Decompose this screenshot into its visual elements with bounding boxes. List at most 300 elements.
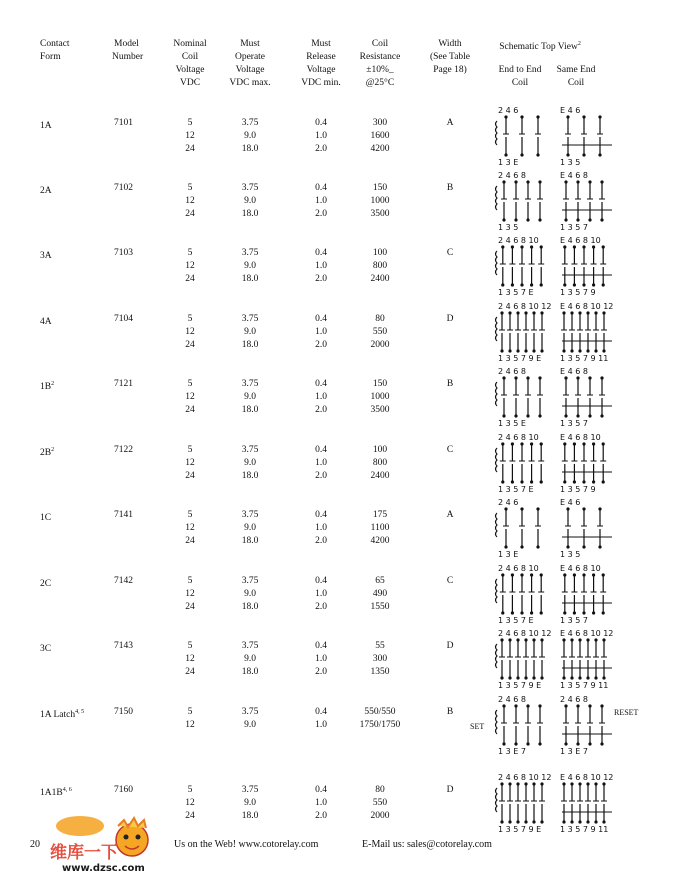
relay-schematic-diagram — [556, 432, 618, 494]
schematic-pin-dot — [500, 638, 503, 641]
coil-resistance-value: 1100 — [370, 523, 390, 533]
schematic-pin-dot — [582, 245, 585, 248]
nominal-voltage-value: 12 — [185, 589, 195, 599]
contact-form — [40, 182, 52, 198]
header-line: Same End — [556, 65, 596, 75]
contact-form-label: 3C — [40, 644, 52, 655]
release-voltage-value: 2.0 — [315, 144, 327, 154]
schematic-same-end — [556, 432, 618, 494]
schematic-pin-dot — [562, 638, 565, 641]
schematic-pin-dot — [508, 311, 511, 314]
nominal-voltage-value: 24 — [185, 209, 195, 219]
model-number: 7103 — [114, 248, 133, 258]
operate-voltage-value: 3.75 — [241, 248, 259, 258]
schematic-pin-dot — [502, 704, 505, 707]
relay-schematic-diagram — [556, 497, 618, 559]
nominal-voltage-value: 12 — [185, 523, 195, 533]
schematic-pin-dot — [563, 573, 566, 576]
header-line: Must — [240, 39, 260, 49]
operate-voltage-value: 3.75 — [241, 379, 259, 389]
schematic-pin-dot — [540, 480, 543, 483]
operate-voltage-value: 9.0 — [244, 589, 256, 599]
schematic-pin-dot — [563, 442, 566, 445]
schematic-bottom-pins: 1 3 E 7 — [498, 747, 526, 756]
schematic-same-end — [556, 772, 618, 834]
schematic-pin-dot — [573, 480, 576, 483]
header-line: Coil — [567, 78, 585, 88]
release-voltage-value: 2.0 — [315, 536, 327, 546]
nominal-voltage-value: 12 — [185, 261, 195, 271]
release-voltage-value: 1.0 — [315, 196, 327, 206]
operate-voltage — [232, 509, 268, 548]
operate-voltage-value: 3.75 — [241, 183, 259, 193]
schematic-pin-dot — [573, 573, 576, 576]
schematic-pin-dot — [532, 349, 535, 352]
release-voltage-value: 0.4 — [315, 118, 327, 128]
schematic-pin-dot — [578, 676, 581, 679]
contact-form-footnote: 4, 5 — [75, 709, 85, 715]
schematic-pin-dot — [508, 782, 511, 785]
header-line: Resistance — [359, 52, 401, 62]
release-voltage-value: 1.0 — [315, 261, 327, 271]
schematic-pin-dot — [582, 573, 585, 576]
width-code: B — [446, 707, 454, 717]
schematic-end-to-end — [494, 235, 556, 297]
coil-resistance-value: 1350 — [370, 667, 390, 677]
schematic-coil — [496, 513, 498, 537]
schematic-pin-dot — [602, 611, 605, 614]
header-sup: 2 — [577, 41, 581, 47]
width-code: D — [446, 641, 454, 651]
schematic-bottom-pins: 1 3 5 7 9 — [560, 485, 596, 494]
nominal-voltage — [175, 509, 205, 548]
relay-schematic-diagram — [494, 301, 556, 363]
schematic-pin-dot — [520, 153, 523, 156]
header-line: (See Table — [429, 52, 471, 62]
schematic-end-to-end — [494, 432, 556, 494]
schematic-pin-dot — [582, 153, 585, 156]
schematic-pin-dot — [532, 676, 535, 679]
operate-voltage — [232, 117, 268, 156]
email-link[interactable]: E-Mail us: sales@cotorelay.com — [362, 839, 492, 850]
operate-voltage-value: 18.0 — [241, 340, 259, 350]
relay-schematic-diagram — [494, 628, 556, 690]
schematic-pin-dot — [576, 376, 579, 379]
header-line: Release — [306, 52, 336, 62]
header-line: Contact — [40, 39, 70, 49]
operate-voltage-value: 3.75 — [241, 576, 259, 586]
schematic-pin-dot — [594, 782, 597, 785]
release-voltage — [306, 182, 336, 221]
schematic-pin-dot — [562, 311, 565, 314]
contact-form-label: 4A — [40, 317, 52, 328]
coil-resistance-value: 550 — [372, 327, 388, 337]
operate-voltage-value: 9.0 — [244, 327, 256, 337]
nominal-voltage-value: 5 — [187, 641, 193, 651]
page-number: 20 — [30, 839, 40, 850]
schematic-same-end — [556, 628, 618, 690]
coil-resistance-value: 65 — [375, 576, 385, 586]
schematic-pin-dot — [600, 704, 603, 707]
coil-resistance-value: 3500 — [370, 405, 390, 415]
schematic-pin-dot — [564, 180, 567, 183]
logo-url: www.dzsc.com — [62, 863, 145, 874]
schematic-pin-dot — [563, 245, 566, 248]
schematic-pin-dot — [511, 573, 514, 576]
nominal-voltage — [175, 444, 205, 483]
schematic-pin-dot — [602, 245, 605, 248]
schematic-top-pins: 2 4 6 — [498, 498, 519, 507]
coil-resistance-value: 2000 — [370, 811, 390, 821]
schematic-pin-dot — [538, 218, 541, 221]
operate-voltage-value: 18.0 — [241, 471, 259, 481]
release-voltage-value: 0.4 — [315, 379, 327, 389]
header-end-to-end — [490, 64, 550, 90]
schematic-pin-dot — [562, 782, 565, 785]
header-line: Number — [112, 52, 144, 62]
schematic-same-end — [556, 301, 618, 363]
schematic-pin-dot — [530, 245, 533, 248]
schematic-pin-dot — [564, 218, 567, 221]
operate-voltage-value: 9.0 — [244, 720, 256, 730]
nominal-voltage-value: 12 — [185, 798, 195, 808]
coil-resistance — [350, 509, 410, 548]
coil-resistance — [350, 313, 410, 352]
coil-resistance-value: 300 — [372, 118, 388, 128]
contact-form-label: 1B — [40, 382, 52, 393]
relay-schematic-diagram — [494, 772, 556, 834]
schematic-pin-dot — [511, 611, 514, 614]
schematic-top-pins: 2 4 6 — [498, 106, 519, 115]
operate-voltage-value: 18.0 — [241, 536, 259, 546]
schematic-pin-dot — [594, 638, 597, 641]
schematic-pin-dot — [562, 820, 565, 823]
header-operate-voltage — [222, 38, 278, 90]
relay-schematic-diagram — [556, 105, 618, 167]
header-line: Voltage — [175, 65, 205, 75]
nominal-voltage-value: 24 — [185, 667, 195, 677]
release-voltage-value: 0.4 — [315, 183, 327, 193]
header-line: Voltage — [306, 65, 336, 75]
coil-resistance-value: 300 — [372, 654, 388, 664]
schematic-coil — [496, 710, 498, 734]
schematic-pin-dot — [602, 573, 605, 576]
schematic-bottom-pins: 1 3 5 7 9 11 — [560, 354, 609, 363]
operate-voltage — [232, 640, 268, 679]
latch-set-label: SET — [470, 722, 485, 731]
operate-voltage-value: 9.0 — [244, 261, 256, 271]
contact-form — [40, 444, 54, 460]
schematic-bottom-pins: 1 3 5 7 9 E — [498, 825, 542, 834]
schematic-pin-dot — [586, 349, 589, 352]
width-code: B — [446, 379, 454, 389]
schematic-pin-dot — [502, 414, 505, 417]
schematic-pin-dot — [500, 676, 503, 679]
relay-schematic-diagram — [556, 772, 618, 834]
schematic-pin-dot — [524, 638, 527, 641]
release-voltage — [306, 378, 336, 417]
header-line: End to End — [498, 65, 542, 75]
model-number: 7143 — [114, 641, 133, 651]
coil-resistance-value: 150 — [372, 183, 388, 193]
operate-voltage-value: 9.0 — [244, 392, 256, 402]
schematic-pin-dot — [586, 676, 589, 679]
coil-resistance — [350, 706, 410, 732]
schematic-pin-dot — [564, 742, 567, 745]
coil-resistance-value: 55 — [375, 641, 385, 651]
coil-resistance-value: 175 — [372, 510, 388, 520]
schematic-end-to-end — [494, 772, 556, 834]
schematic-top-pins: E 4 6 — [560, 106, 581, 115]
schematic-pin-dot — [538, 376, 541, 379]
relay-schematic-diagram — [494, 366, 556, 428]
nominal-voltage — [175, 575, 205, 614]
schematic-pin-dot — [540, 442, 543, 445]
contact-form — [40, 247, 52, 263]
schematic-pin-dot — [588, 414, 591, 417]
schematic-top-pins: E 4 6 8 — [560, 171, 588, 180]
nominal-voltage-value: 24 — [185, 471, 195, 481]
schematic-pin-dot — [573, 611, 576, 614]
coil-resistance-value: 2400 — [370, 274, 390, 284]
schematic-coil — [496, 251, 498, 275]
coil-resistance-value: 1000 — [370, 392, 390, 402]
release-voltage-value: 2.0 — [315, 471, 327, 481]
schematic-bottom-pins: 1 3 E 7 — [560, 747, 588, 756]
release-voltage-value: 1.0 — [315, 392, 327, 402]
schematic-pin-dot — [576, 218, 579, 221]
schematic-pin-dot — [562, 349, 565, 352]
release-voltage — [306, 640, 336, 679]
nominal-voltage — [175, 784, 205, 823]
coil-resistance-value: 1550 — [370, 602, 390, 612]
coil-resistance — [350, 444, 410, 483]
schematic-same-end — [556, 235, 618, 297]
schematic-coil — [496, 788, 498, 812]
contact-form — [40, 784, 72, 800]
header-schematic-title — [490, 38, 590, 54]
schematic-pin-dot — [501, 611, 504, 614]
relay-schematic-diagram — [556, 301, 618, 363]
header-same-end — [548, 64, 604, 90]
schematic-pin-dot — [540, 311, 543, 314]
schematic-pin-dot — [588, 180, 591, 183]
dzsc-watermark-logo — [40, 812, 165, 874]
coil-resistance — [350, 784, 410, 823]
schematic-pin-dot — [502, 376, 505, 379]
header-line: VDC min. — [301, 78, 341, 88]
header-line: Operate — [234, 52, 266, 62]
schematic-pin-dot — [524, 676, 527, 679]
header-line: VDC — [179, 78, 201, 88]
relay-schematic-diagram — [494, 235, 556, 297]
schematic-pin-dot — [520, 507, 523, 510]
operate-voltage-value: 9.0 — [244, 798, 256, 808]
schematic-pin-dot — [588, 742, 591, 745]
schematic-pin-dot — [530, 442, 533, 445]
contact-form-label: 1A1B — [40, 788, 63, 799]
schematic-top-pins: 2 4 6 8 — [498, 367, 526, 376]
coil-resistance — [350, 182, 410, 221]
nominal-voltage — [175, 640, 205, 679]
schematic-pin-dot — [520, 442, 523, 445]
schematic-bottom-pins: 1 3 5 E — [498, 419, 526, 428]
nominal-voltage-value: 5 — [187, 785, 193, 795]
schematic-pin-dot — [538, 180, 541, 183]
schematic-pin-dot — [524, 820, 527, 823]
schematic-coil — [496, 121, 498, 145]
nominal-voltage-value: 12 — [185, 458, 195, 468]
relay-schematic-diagram — [494, 170, 556, 232]
schematic-pin-dot — [602, 820, 605, 823]
schematic-pin-dot — [582, 442, 585, 445]
schematic-coil — [496, 317, 498, 341]
schematic-pin-dot — [566, 545, 569, 548]
schematic-pin-dot — [540, 782, 543, 785]
schematic-end-to-end — [494, 497, 556, 559]
schematic-pin-dot — [602, 782, 605, 785]
contact-form — [40, 509, 51, 525]
header-coil-resistance — [350, 38, 410, 90]
operate-voltage — [232, 706, 268, 732]
coil-resistance-value: 80 — [375, 314, 385, 324]
operate-voltage-value: 18.0 — [241, 274, 259, 284]
nominal-voltage-value: 5 — [187, 445, 193, 455]
relay-schematic-diagram — [494, 105, 556, 167]
contact-form-footnote: 4, 6 — [62, 787, 72, 793]
release-voltage-value: 1.0 — [315, 458, 327, 468]
release-voltage-value: 2.0 — [315, 602, 327, 612]
operate-voltage-value: 9.0 — [244, 654, 256, 664]
schematic-pin-dot — [576, 414, 579, 417]
schematic-bottom-pins: 1 3 5 7 9 E — [498, 354, 542, 363]
schematic-pin-dot — [570, 349, 573, 352]
schematic-pin-dot — [501, 283, 504, 286]
model-number: 7160 — [114, 785, 133, 795]
schematic-pin-dot — [540, 820, 543, 823]
coil-resistance — [350, 117, 410, 156]
model-number: 7102 — [114, 183, 133, 193]
header-line: Schematic Top View — [499, 42, 578, 53]
nominal-voltage — [175, 247, 205, 286]
release-voltage-value: 0.4 — [315, 576, 327, 586]
operate-voltage-value: 3.75 — [241, 118, 259, 128]
coil-resistance — [350, 378, 410, 417]
release-voltage-value: 1.0 — [315, 798, 327, 808]
schematic-coil — [496, 186, 498, 210]
release-voltage-value: 2.0 — [315, 667, 327, 677]
operate-voltage-value: 9.0 — [244, 131, 256, 141]
schematic-pin-dot — [592, 573, 595, 576]
contact-form — [40, 378, 54, 394]
schematic-top-pins: E 4 6 — [560, 498, 581, 507]
schematic-pin-dot — [578, 638, 581, 641]
contact-form-footnote: 2 — [51, 447, 55, 453]
schematic-pin-dot — [598, 507, 601, 510]
nominal-voltage-value: 12 — [185, 327, 195, 337]
schematic-pin-dot — [570, 676, 573, 679]
coil-resistance — [350, 575, 410, 614]
schematic-pin-dot — [563, 283, 566, 286]
schematic-pin-dot — [514, 218, 517, 221]
schematic-pin-dot — [592, 442, 595, 445]
schematic-pin-dot — [516, 820, 519, 823]
nominal-voltage-value: 24 — [185, 405, 195, 415]
nominal-voltage — [175, 117, 205, 156]
schematic-pin-dot — [501, 573, 504, 576]
schematic-top-pins: E 4 6 8 10 12 — [560, 629, 614, 638]
nominal-voltage-value: 5 — [187, 183, 193, 193]
schematic-pin-dot — [530, 480, 533, 483]
schematic-bottom-pins: 1 3 5 7 E — [498, 485, 534, 494]
header-line: @25°C — [365, 78, 395, 88]
relay-schematic-diagram — [556, 170, 618, 232]
schematic-pin-dot — [520, 115, 523, 118]
schematic-pin-dot — [592, 245, 595, 248]
model-number: 7101 — [114, 118, 133, 128]
schematic-pin-dot — [514, 376, 517, 379]
coil-resistance-value: 100 — [372, 248, 388, 258]
release-voltage-value: 1.0 — [315, 720, 327, 730]
relay-schematic-diagram — [556, 563, 618, 625]
release-voltage-value: 0.4 — [315, 445, 327, 455]
schematic-pin-dot — [540, 349, 543, 352]
nominal-voltage-value: 12 — [185, 131, 195, 141]
schematic-pin-dot — [570, 638, 573, 641]
release-voltage — [306, 313, 336, 352]
operate-voltage-value: 18.0 — [241, 667, 259, 677]
header-line: Width — [438, 39, 462, 49]
header-nominal-voltage — [165, 38, 215, 90]
schematic-pin-dot — [540, 676, 543, 679]
schematic-pin-dot — [514, 180, 517, 183]
schematic-pin-dot — [582, 115, 585, 118]
width-code: C — [446, 576, 454, 586]
schematic-pin-dot — [586, 638, 589, 641]
schematic-pin-dot — [566, 153, 569, 156]
nominal-voltage-value: 12 — [185, 654, 195, 664]
coil-resistance-value: 1750/1750 — [359, 720, 401, 730]
schematic-pin-dot — [516, 676, 519, 679]
schematic-coil — [496, 579, 498, 603]
release-voltage-value: 2.0 — [315, 274, 327, 284]
schematic-same-end — [556, 563, 618, 625]
schematic-top-pins: 2 4 6 8 10 12 — [498, 302, 552, 311]
schematic-pin-dot — [594, 676, 597, 679]
release-voltage-value: 0.4 — [315, 785, 327, 795]
coil-resistance-value: 100 — [372, 445, 388, 455]
schematic-pin-dot — [573, 283, 576, 286]
schematic-pin-dot — [524, 782, 527, 785]
web-link[interactable]: Us on the Web! www.cotorelay.com — [174, 839, 319, 850]
model-number: 7150 — [114, 707, 133, 717]
release-voltage — [306, 706, 336, 732]
schematic-bottom-pins: 1 3 5 — [560, 550, 581, 559]
contact-form-label: 3A — [40, 251, 52, 262]
schematic-pin-dot — [511, 442, 514, 445]
schematic-pin-dot — [570, 311, 573, 314]
schematic-top-pins: E 4 6 8 10 — [560, 564, 601, 573]
schematic-pin-dot — [502, 742, 505, 745]
nominal-voltage-value: 5 — [187, 576, 193, 586]
nominal-voltage-value: 5 — [187, 314, 193, 324]
schematic-end-to-end — [494, 694, 556, 756]
contact-form — [40, 575, 51, 591]
operate-voltage-value: 18.0 — [241, 144, 259, 154]
schematic-pin-dot — [570, 782, 573, 785]
contact-form-label: 1C — [40, 513, 52, 524]
schematic-top-pins: 2 4 6 8 10 12 — [498, 773, 552, 782]
